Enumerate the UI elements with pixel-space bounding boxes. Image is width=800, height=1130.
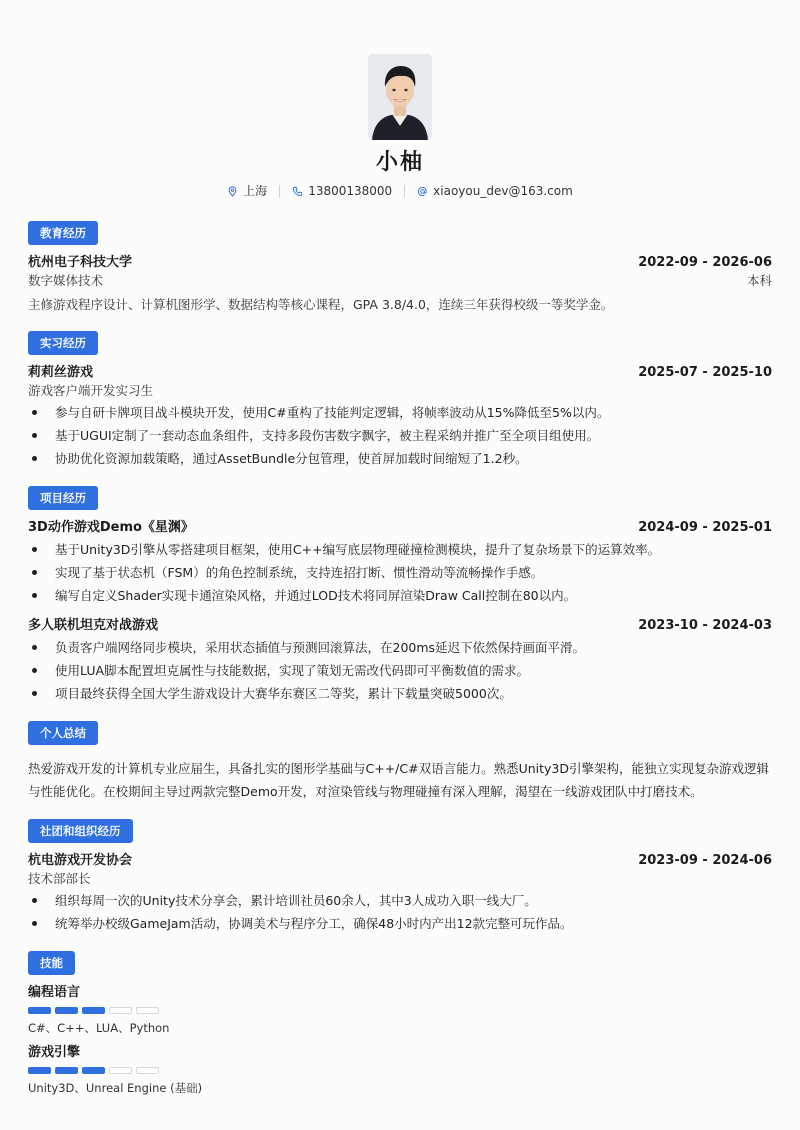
project-date: 2023-10 - 2024-03 bbox=[638, 618, 772, 633]
skill-level-filled bbox=[55, 1007, 78, 1014]
skill-level-bar bbox=[28, 1007, 772, 1014]
club-name: 杭电游戏开发协会 bbox=[28, 853, 133, 868]
skill-level-empty bbox=[109, 1067, 132, 1074]
skill-level-filled bbox=[28, 1007, 51, 1014]
education-section bbox=[28, 221, 772, 315]
internship-bullets bbox=[28, 401, 772, 470]
contact-phone bbox=[292, 183, 392, 199]
contact-bar bbox=[28, 183, 772, 199]
list-item: 统筹举办校级GameJam活动，协调美术与程序分工，确保48小时内产出12款完整可玩作品。 bbox=[28, 912, 772, 935]
project-bullets bbox=[28, 538, 772, 607]
club-role: 技术部部长 bbox=[28, 871, 91, 886]
location-text: 上海 bbox=[243, 184, 268, 198]
contact-divider bbox=[279, 185, 280, 198]
avatar bbox=[368, 54, 432, 140]
skill-level-empty bbox=[109, 1007, 132, 1014]
list-item: 参与自研卡牌项目战斗模块开发，使用C#重构了技能判定逻辑，将帧率波动从15%降低至5%以内。 bbox=[28, 401, 772, 424]
club-section bbox=[28, 819, 772, 935]
contact-location bbox=[227, 183, 267, 199]
at-sign-icon bbox=[417, 186, 428, 197]
location-pin-icon bbox=[227, 186, 238, 197]
skill-level-filled bbox=[55, 1067, 78, 1074]
summary-heading: 个人总结 bbox=[28, 721, 98, 745]
contact-email[interactable] bbox=[417, 183, 573, 199]
skill-level-empty bbox=[136, 1007, 159, 1014]
skill-detail: C#、C++、LUA、Python bbox=[28, 1021, 170, 1035]
summary-text: 热爱游戏开发的计算机专业应届生，具备扎实的图形学基础与C++/C#双语言能力。熟悉Unity3D引擎架构，能独立实现复杂游戏逻辑与性能优化。在校期间主导过两款完整Demo开发，对渲染管线与物理碰撞有深入理解，渴望在一线游戏团队中打磨技术。 bbox=[28, 761, 770, 799]
phone-text: 13800138000 bbox=[308, 184, 393, 198]
list-item: 协助优化资源加载策略，通过AssetBundle分包管理，使首屏加载时间缩短了1.2秒。 bbox=[28, 447, 772, 470]
skill-title: 游戏引擎 bbox=[28, 1045, 81, 1060]
skill-level-filled bbox=[28, 1067, 51, 1074]
internship-date: 2025-07 - 2025-10 bbox=[638, 365, 772, 380]
internship-section bbox=[28, 331, 772, 470]
projects-heading: 项目经历 bbox=[28, 486, 98, 510]
candidate-name: 小柚 bbox=[375, 150, 424, 175]
summary-section bbox=[28, 721, 772, 803]
school-name: 杭州电子科技大学 bbox=[28, 255, 133, 270]
skills-section bbox=[28, 951, 772, 1096]
list-item: 组织每周一次的Unity技术分享会，累计培训社员60余人，其中3人成功入职一线大厂。 bbox=[28, 889, 772, 912]
list-item: 使用LUA脚本配置坦克属性与技能数据，实现了策划无需改代码即可平衡数值的需求。 bbox=[28, 659, 772, 682]
major: 数字媒体技术 bbox=[28, 273, 104, 288]
skill-detail: Unity3D、Unreal Engine (基础) bbox=[28, 1081, 203, 1095]
project-date: 2024-09 - 2025-01 bbox=[638, 520, 772, 535]
email-text[interactable]: xiaoyou_dev@163.com bbox=[433, 184, 573, 198]
list-item: 负责客户端网络同步模块，采用状态插值与预测回滚算法，在200ms延迟下依然保持画面平滑。 bbox=[28, 636, 772, 659]
projects-section bbox=[28, 486, 772, 705]
phone-icon bbox=[292, 186, 303, 197]
education-date: 2022-09 - 2026-06 bbox=[638, 255, 772, 270]
skill-level-filled bbox=[82, 1067, 105, 1074]
list-item: 实现了基于状态机（FSM）的角色控制系统，支持连招打断、惯性滑动等流畅操作手感。 bbox=[28, 561, 772, 584]
skill-entry bbox=[28, 984, 772, 1036]
club-date: 2023-09 - 2024-06 bbox=[638, 853, 772, 868]
project-entry bbox=[28, 617, 772, 705]
skill-level-filled bbox=[82, 1007, 105, 1014]
project-bullets bbox=[28, 636, 772, 705]
list-item: 编写自定义Shader实现卡通渲染风格，并通过LOD技术将同屏渲染Draw Call控制在80以内。 bbox=[28, 584, 772, 607]
project-name: 3D动作游戏Demo《星渊》 bbox=[28, 520, 194, 535]
internship-role: 游戏客户端开发实习生 bbox=[28, 383, 154, 398]
club-bullets bbox=[28, 889, 772, 935]
skill-level-bar bbox=[28, 1067, 772, 1074]
education-heading: 教育经历 bbox=[28, 221, 98, 245]
education-description: 主修游戏程序设计、计算机图形学、数据结构等核心课程，GPA 3.8/4.0，连续三年获得校级一等奖学金。 bbox=[28, 297, 614, 312]
list-item: 基于UGUI定制了一套动态血条组件，支持多段伤害数字飘字，被主程采纳并推广至全项目组使用。 bbox=[28, 424, 772, 447]
degree: 本科 bbox=[746, 273, 772, 288]
project-entry bbox=[28, 519, 772, 607]
contact-divider bbox=[404, 185, 405, 198]
project-name: 多人联机坦克对战游戏 bbox=[28, 618, 159, 633]
skill-level-empty bbox=[136, 1067, 159, 1074]
internship-heading: 实习经历 bbox=[28, 331, 98, 355]
skill-entry bbox=[28, 1044, 772, 1096]
skills-heading: 技能 bbox=[28, 951, 75, 975]
list-item: 基于Unity3D引擎从零搭建项目框架，使用C++编写底层物理碰撞检测模块，提升了复杂场景下的运算效率。 bbox=[28, 538, 772, 561]
company-name: 莉莉丝游戏 bbox=[28, 365, 94, 380]
skill-title: 编程语言 bbox=[28, 985, 81, 1000]
resume-header bbox=[28, 0, 772, 199]
club-heading: 社团和组织经历 bbox=[28, 819, 133, 843]
list-item: 项目最终获得全国大学生游戏设计大赛华东赛区二等奖，累计下载量突破5000次。 bbox=[28, 682, 772, 705]
